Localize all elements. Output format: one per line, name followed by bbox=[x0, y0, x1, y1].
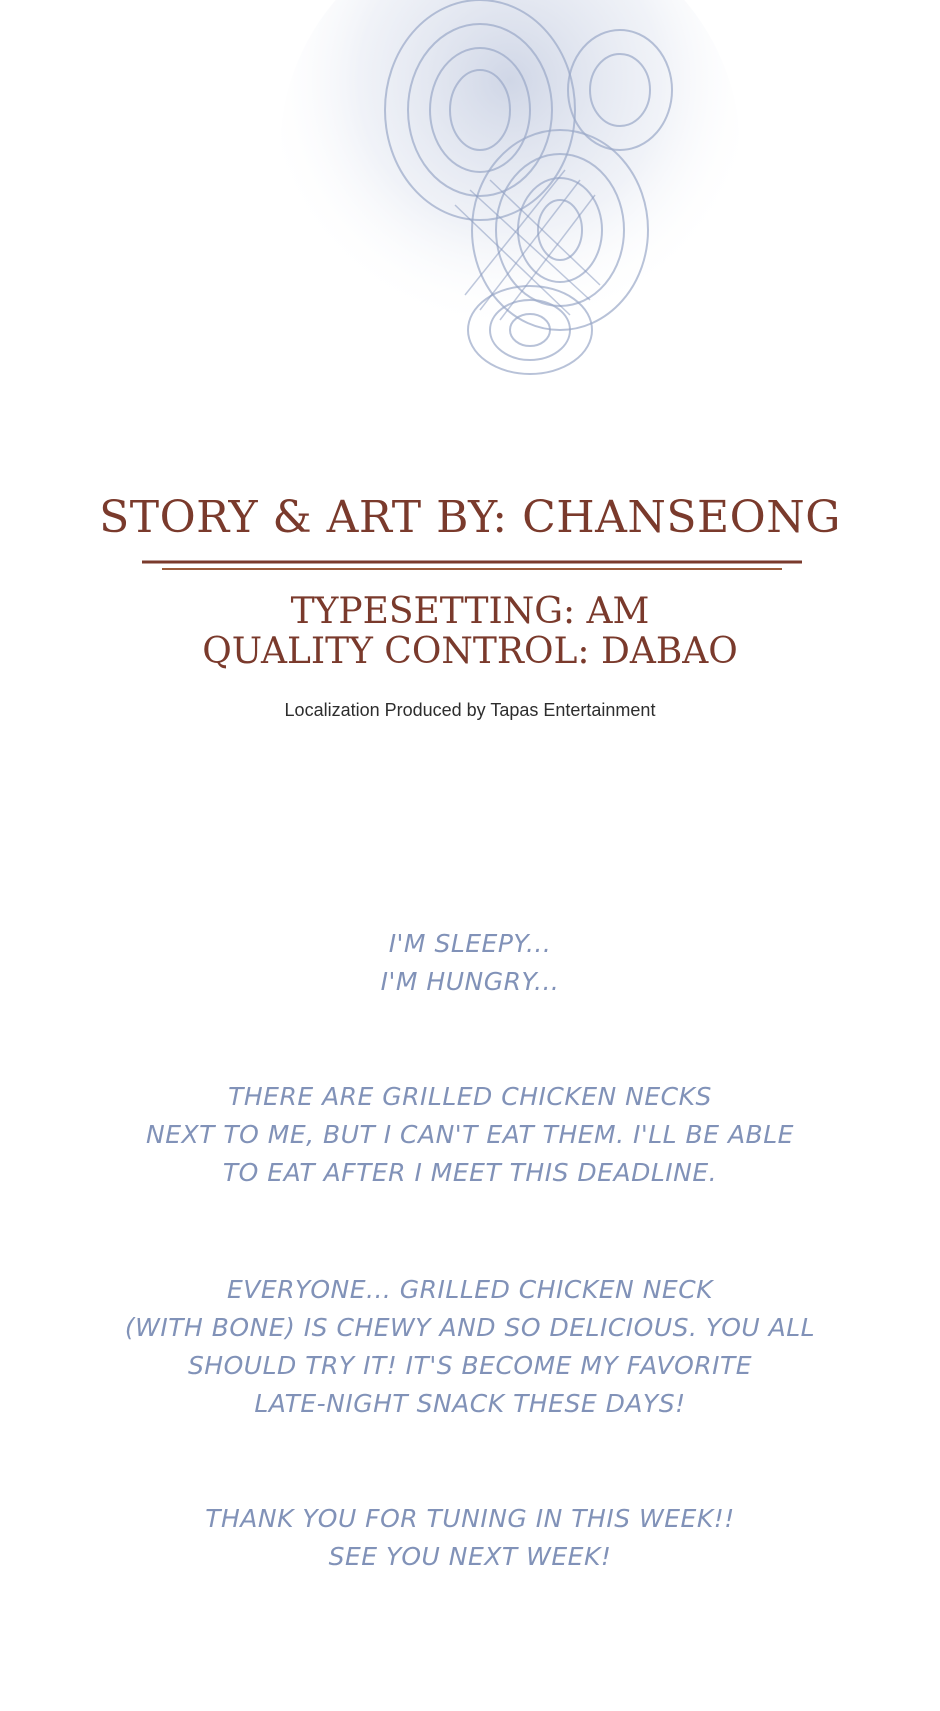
typesetting-credit: TYPESETTING: AM bbox=[290, 591, 650, 632]
decorative-divider bbox=[142, 556, 802, 576]
author-note bbox=[0, 925, 940, 1001]
note-line: SHOULD TRY IT! IT'S BECOME MY FAVORITE bbox=[187, 1351, 753, 1380]
author-note bbox=[0, 1500, 940, 1576]
story-art-credit: STORY & ART BY: CHANSEONG bbox=[99, 492, 841, 543]
quality-control-credit: QUALITY CONTROL: DABAO bbox=[202, 631, 738, 672]
note-line: I'M HUNGRY... bbox=[380, 967, 560, 996]
note-line: SEE YOU NEXT WEEK! bbox=[328, 1542, 612, 1571]
note-line: EVERYONE... GRILLED CHICKEN NECK bbox=[226, 1275, 714, 1304]
author-note bbox=[0, 1078, 940, 1192]
fingerprint-artwork bbox=[280, 0, 780, 440]
localization-credit: Localization Produced by Tapas Entertainment bbox=[284, 700, 656, 720]
note-line: I'M SLEEPY... bbox=[388, 929, 552, 958]
note-line: TO EAT AFTER I MEET THIS DEADLINE. bbox=[222, 1158, 718, 1187]
note-line: (WITH BONE) IS CHEWY AND SO DELICIOUS. YOU ALL bbox=[124, 1313, 816, 1342]
note-line: THERE ARE GRILLED CHICKEN NECKS bbox=[228, 1082, 712, 1111]
note-line: THANK YOU FOR TUNING IN THIS WEEK!! bbox=[205, 1504, 735, 1533]
author-note bbox=[0, 1271, 940, 1423]
note-line: NEXT TO ME, BUT I CAN'T EAT THEM. I'LL BE ABLE bbox=[146, 1120, 794, 1149]
note-line: LATE-NIGHT SNACK THESE DAYS! bbox=[254, 1389, 686, 1418]
